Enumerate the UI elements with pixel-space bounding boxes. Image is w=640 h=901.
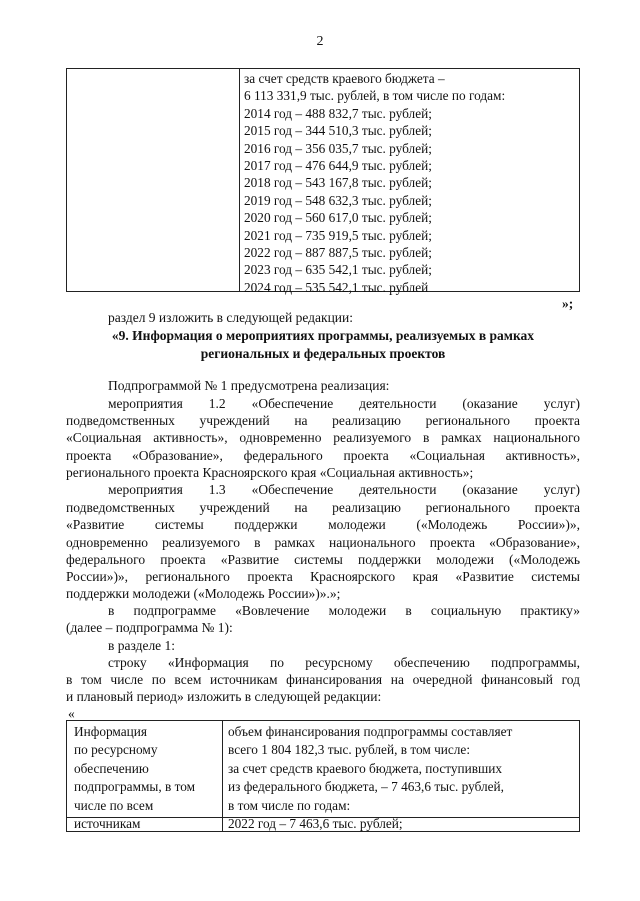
page-number: 2 <box>316 34 324 49</box>
paragraph-line: «Социальная активность», одновременно реализуемого в рамках национального <box>66 430 580 445</box>
funding-line: 2014 год – 488 832,7 тыс. рублей; <box>244 105 432 121</box>
resource-value-line: объем финансирования подпрограммы составляет <box>228 724 513 739</box>
resource-label-line: источникам <box>74 816 141 832</box>
paragraph-line: (далее – подпрограмма № 1): <box>66 620 233 635</box>
paragraph-line: в том числе по всем источникам финансирования на очередной финансовый год <box>66 672 580 687</box>
paragraph-line: федерального проекта «Развитие системы поддержки молодежи («Молодежь <box>66 552 580 567</box>
resource-label-line: подпрограммы, в том <box>74 779 196 795</box>
funding-line: 2015 год – 344 510,3 тыс. рублей; <box>244 123 432 139</box>
paragraph-line: одновременно реализуемого в рамках национального проекта «Образование», <box>66 535 580 550</box>
paragraph-line: мероприятия 1.3 «Обеспечение деятельности (оказание услуг) <box>108 482 580 497</box>
resource-value-line: из федерального бюджета, – 7 463,6 тыс. рублей, <box>228 779 504 795</box>
paragraph-line: мероприятия 1.2 «Обеспечение деятельности (оказание услуг) <box>108 396 580 411</box>
paragraph-line: проекта «Образование», федерального проекта «Социальная активность», <box>66 448 580 463</box>
opening-quote: « <box>68 706 75 721</box>
table-column-divider <box>239 69 240 291</box>
paragraph-line: подведомственных учреждений на реализацию регионального проекта <box>66 500 580 515</box>
resource-value-line: в том числе по годам: <box>228 797 351 813</box>
section9-intro: раздел 9 изложить в следующей редакции: <box>108 310 354 325</box>
funding-line: 2023 год – 635 542,1 тыс. рублей; <box>244 262 432 278</box>
resource-label-line: по ресурсному <box>74 742 158 758</box>
funding-table-top <box>66 68 580 295</box>
funding-line: за счет средств краевого бюджета – <box>244 71 445 86</box>
paragraph-line: регионального проекта Красноярского края «Социальная активность»; <box>66 465 474 480</box>
resource-label-cell <box>74 723 219 833</box>
paragraph-line: России»)», регионального проекта Красноярского края «Развитие системы <box>66 569 580 584</box>
resource-value-line: всего 1 804 182,3 тыс. рублей, в том числе: <box>228 742 471 758</box>
paragraph-line: и плановый период» изложить в следующей редакции: <box>66 689 382 704</box>
funding-line: 2018 год – 543 167,8 тыс. рублей; <box>244 175 432 191</box>
funding-line: 2020 год – 560 617,0 тыс. рублей; <box>244 210 432 226</box>
funding-line: 2017 год – 476 644,9 тыс. рублей; <box>244 158 432 174</box>
resource-label-line: Информация <box>74 724 148 739</box>
funding-line: 2021 год – 735 919,5 тыс. рублей; <box>244 227 432 243</box>
paragraph-line: поддержки молодежи («Молодежь России»)».»; <box>66 586 341 601</box>
funding-cell <box>244 70 575 296</box>
section9-title-line: «9. Информация о мероприятиях программы, реализуемых в рамках <box>111 328 535 343</box>
funding-line: 2016 год – 356 035,7 тыс. рублей; <box>244 140 432 156</box>
resource-value-cell <box>228 723 575 833</box>
resource-value-line: за счет средств краевого бюджета, поступивших <box>228 760 503 776</box>
paragraph-1: Подпрограммой № 1 предусмотрена реализация: <box>108 378 390 393</box>
resource-label-line: числе по всем <box>74 797 154 813</box>
resource-table <box>66 720 580 832</box>
section9-title-line: региональных и федеральных проектов <box>200 346 446 361</box>
resource-value-line: 2022 год – 7 463,6 тыс. рублей; <box>228 816 403 832</box>
resource-label-line: обеспечению <box>74 760 149 776</box>
funding-line: 6 113 331,9 тыс. рублей, в том числе по годам: <box>244 88 506 104</box>
funding-line: 2024 год – 535 542,1 тыс. рублей <box>244 279 429 295</box>
paragraph-line: «Развитие системы поддержки молодежи («Молодежь России»)», <box>66 517 580 532</box>
paragraph-line: в разделе 1: <box>108 638 176 653</box>
table-column-divider <box>222 721 223 831</box>
funding-line: 2019 год – 548 632,3 тыс. рублей; <box>244 192 432 208</box>
funding-line: 2022 год – 887 887,5 тыс. рублей; <box>244 245 432 261</box>
paragraph-line: в подпрограмме «Вовлечение молодежи в социальную практику» <box>108 603 580 618</box>
paragraph-line: подведомственных учреждений на реализацию регионального проекта <box>66 413 580 428</box>
closing-quote: »; <box>562 296 574 311</box>
paragraph-line: строку «Информация по ресурсному обеспечению подпрограммы, <box>108 655 580 670</box>
